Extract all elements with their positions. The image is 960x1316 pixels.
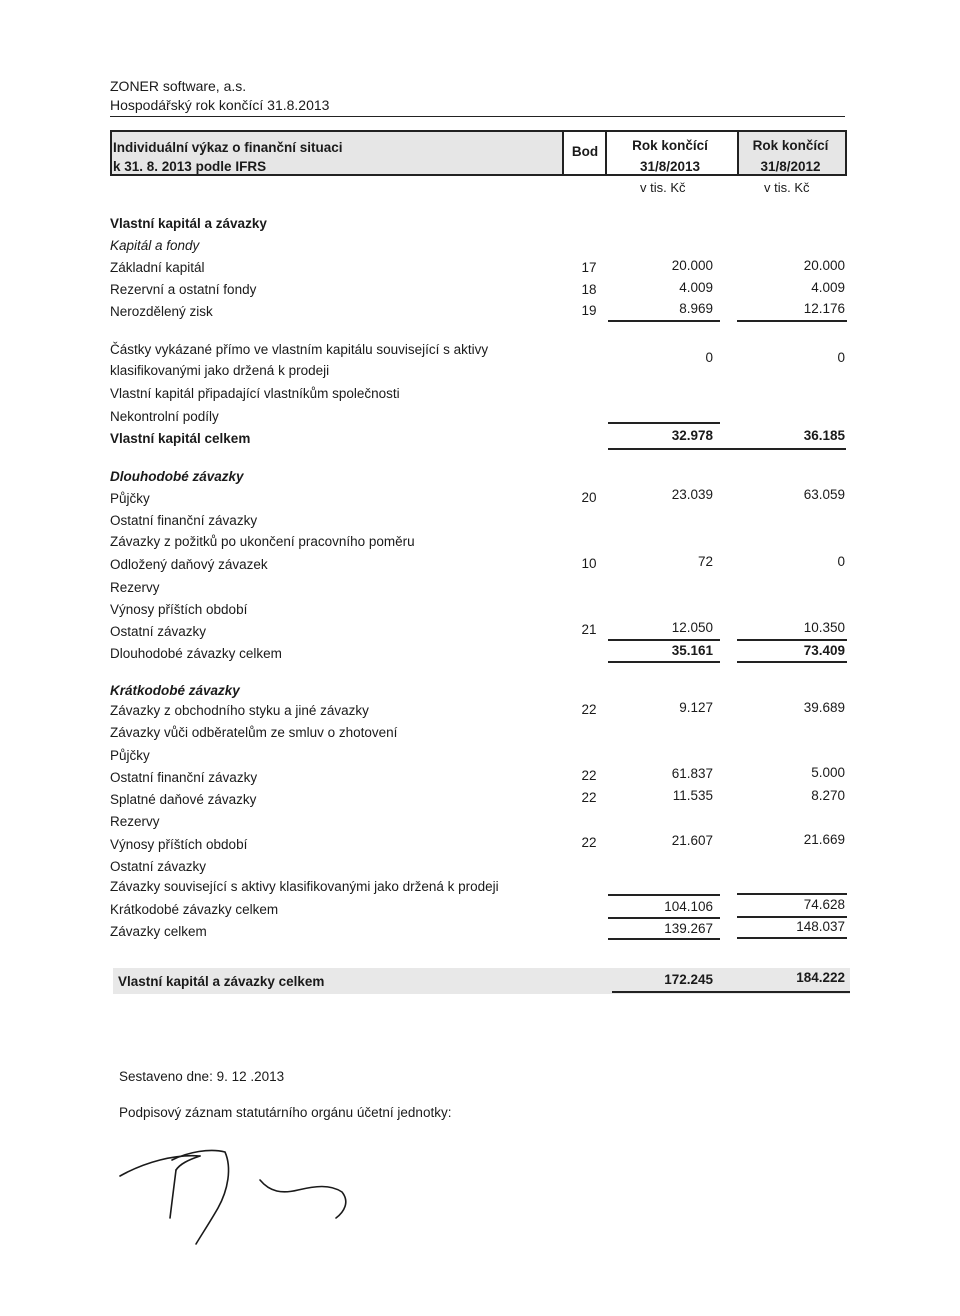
row-label: Závazky související s aktivy klasifikovanými jako držená k prodeji	[110, 879, 499, 894]
row-value-2012: 20.000	[803, 258, 845, 273]
row-bod: 18	[581, 282, 597, 297]
total-rule-bottom	[608, 448, 846, 450]
liabilities-total-2013: 139.267	[664, 921, 713, 936]
row-value-2012: 4.009	[811, 280, 845, 295]
row-label: Rezervy	[110, 580, 160, 595]
row-label: Ostatní finanční závazky	[110, 770, 258, 785]
row-label: Závazky vůči odběratelům ze smluv o zhotovení	[110, 725, 398, 740]
row-value-2013: 21.607	[671, 833, 713, 848]
unit-2012: v tis. Kč	[764, 180, 810, 195]
total-rule	[608, 661, 720, 663]
total-rule	[608, 938, 720, 940]
row-bod: 22	[581, 768, 597, 783]
handwritten-signature	[110, 1140, 370, 1250]
row-label: Výnosy příštích období	[110, 837, 248, 852]
equity-total-2013: 32.978	[671, 428, 713, 443]
row-label: Závazky z obchodního styku a jiné závazky	[110, 703, 369, 718]
row-value-2013: 20.000	[671, 258, 713, 273]
total-rule	[737, 937, 847, 939]
subtotal-rule	[608, 917, 720, 919]
held-for-sale-value-2012: 0	[837, 350, 845, 365]
statement-title-line2: k 31. 8. 2013 podle IFRS	[113, 159, 267, 174]
row-bod: 21	[581, 622, 597, 637]
col-2012-header-line1: Rok končící	[752, 138, 829, 153]
col-2013-header-line2: 31/8/2013	[639, 159, 701, 174]
row-value-2012: 0	[837, 554, 845, 569]
row-bod: 22	[581, 835, 597, 850]
company-name: ZONER software, a.s.	[110, 78, 247, 94]
row-label: Výnosy příštích období	[110, 602, 248, 617]
liabilities-total-label: Závazky celkem	[110, 924, 207, 939]
signature-caption: Podpisový záznam statutárního orgánu účetní jednotky:	[119, 1105, 452, 1120]
row-value-2012: 39.689	[803, 700, 845, 715]
fiscal-year: Hospodářský rok končící 31.8.2013	[110, 97, 330, 113]
row-label: Základní kapitál	[110, 260, 205, 275]
row-label: Nerozdělený zisk	[110, 304, 213, 319]
shortterm-total-2013: 104.106	[664, 899, 713, 914]
shortterm-total-label: Krátkodobé závazky celkem	[110, 902, 279, 917]
row-bod: 20	[581, 490, 597, 505]
statement-title	[113, 138, 343, 176]
held-for-sale-value-2013: 0	[705, 350, 713, 365]
grand-total-2012: 184.222	[796, 970, 845, 985]
row-value-2013: 72	[697, 554, 713, 569]
col-2013-header	[605, 135, 735, 177]
row-value-2012: 8.270	[811, 788, 845, 803]
row-value-2012: 12.176	[803, 301, 845, 316]
col-2013-header-line1: Rok končící	[632, 138, 708, 153]
longterm-total-2012: 73.409	[803, 643, 845, 658]
row-label: Odložený daňový závazek	[110, 557, 268, 572]
equity-total-2012: 36.185	[803, 428, 845, 443]
row-value-2012: 63.059	[803, 487, 845, 502]
row-value-2013: 11.535	[672, 788, 713, 803]
attributable-label: Vlastní kapitál připadající vlastníkům společnosti	[110, 386, 400, 401]
section-title-shortterm: Krátkodobé závazky	[110, 683, 240, 698]
longterm-total-label: Dlouhodobé závazky celkem	[110, 646, 282, 661]
section-title-equity-liabilities: Vlastní kapitál a závazky	[110, 216, 267, 231]
subtotal-rule	[608, 320, 720, 322]
unit-2013: v tis. Kč	[640, 180, 686, 195]
row-value-2012: 5.000	[811, 765, 845, 780]
nci-label: Nekontrolní podíly	[110, 409, 219, 424]
row-bod: 22	[581, 790, 597, 805]
header-rule	[110, 116, 845, 117]
row-bod: 22	[581, 702, 597, 717]
row-value-2013: 61.837	[671, 766, 713, 781]
row-label: Půjčky	[110, 748, 150, 763]
statement-title-line1: Individuální výkaz o finanční situaci	[113, 140, 343, 155]
row-value-2013: 23.039	[671, 487, 713, 502]
row-value-2013: 12.050	[671, 620, 713, 635]
subtotal-rule	[737, 893, 847, 895]
bod-header: Bod	[571, 144, 599, 159]
row-label: Rezervní a ostatní fondy	[110, 282, 257, 297]
grand-total-label: Vlastní kapitál a závazky celkem	[118, 974, 325, 989]
row-label: Ostatní závazky	[110, 859, 207, 874]
shortterm-total-2012: 74.628	[803, 897, 845, 912]
subtotal-rule	[737, 916, 847, 918]
subsection-title-capital: Kapitál a fondy	[110, 238, 200, 253]
total-rule	[737, 661, 847, 663]
subtotal-rule	[737, 320, 847, 322]
section-title-longterm: Dlouhodobé závazky	[110, 469, 244, 484]
row-label: Ostatní závazky	[110, 624, 207, 639]
row-label: Ostatní finanční závazky	[110, 513, 258, 528]
row-bod: 19	[581, 303, 597, 318]
equity-total-label: Vlastní kapitál celkem	[110, 431, 251, 446]
total-rule-top	[608, 422, 720, 424]
row-label: Splatné daňové závazky	[110, 792, 257, 807]
row-value-2012: 21.669	[803, 832, 845, 847]
col-2012-header	[738, 135, 843, 177]
row-value-2012: 10.350	[803, 620, 845, 635]
liabilities-total-2012: 148.037	[796, 919, 845, 934]
row-bod: 17	[581, 260, 597, 275]
row-value-2013: 4.009	[679, 280, 713, 295]
row-value-2013: 9.127	[679, 700, 713, 715]
row-label: Závazky z požitků po ukončení pracovního poměru	[110, 534, 415, 549]
longterm-total-2013: 35.161	[671, 643, 713, 658]
compiled-date: Sestaveno dne: 9. 12 .2013	[119, 1069, 285, 1084]
held-for-sale-label-line2: klasifikovanými jako držená k prodeji	[110, 363, 330, 378]
row-label: Půjčky	[110, 491, 150, 506]
subtotal-rule	[737, 639, 847, 641]
row-label: Rezervy	[110, 814, 160, 829]
held-for-sale-label-line1: Částky vykázané přímo ve vlastním kapitálu související s aktivy	[110, 342, 489, 357]
row-value-2013: 8.969	[679, 301, 713, 316]
subtotal-rule	[608, 639, 720, 641]
col-2012-header-line2: 31/8/2012	[760, 159, 821, 174]
subtotal-rule	[608, 894, 720, 896]
row-bod: 10	[581, 556, 597, 571]
grand-total-rule	[612, 991, 850, 993]
grand-total-2013: 172.245	[664, 972, 713, 987]
